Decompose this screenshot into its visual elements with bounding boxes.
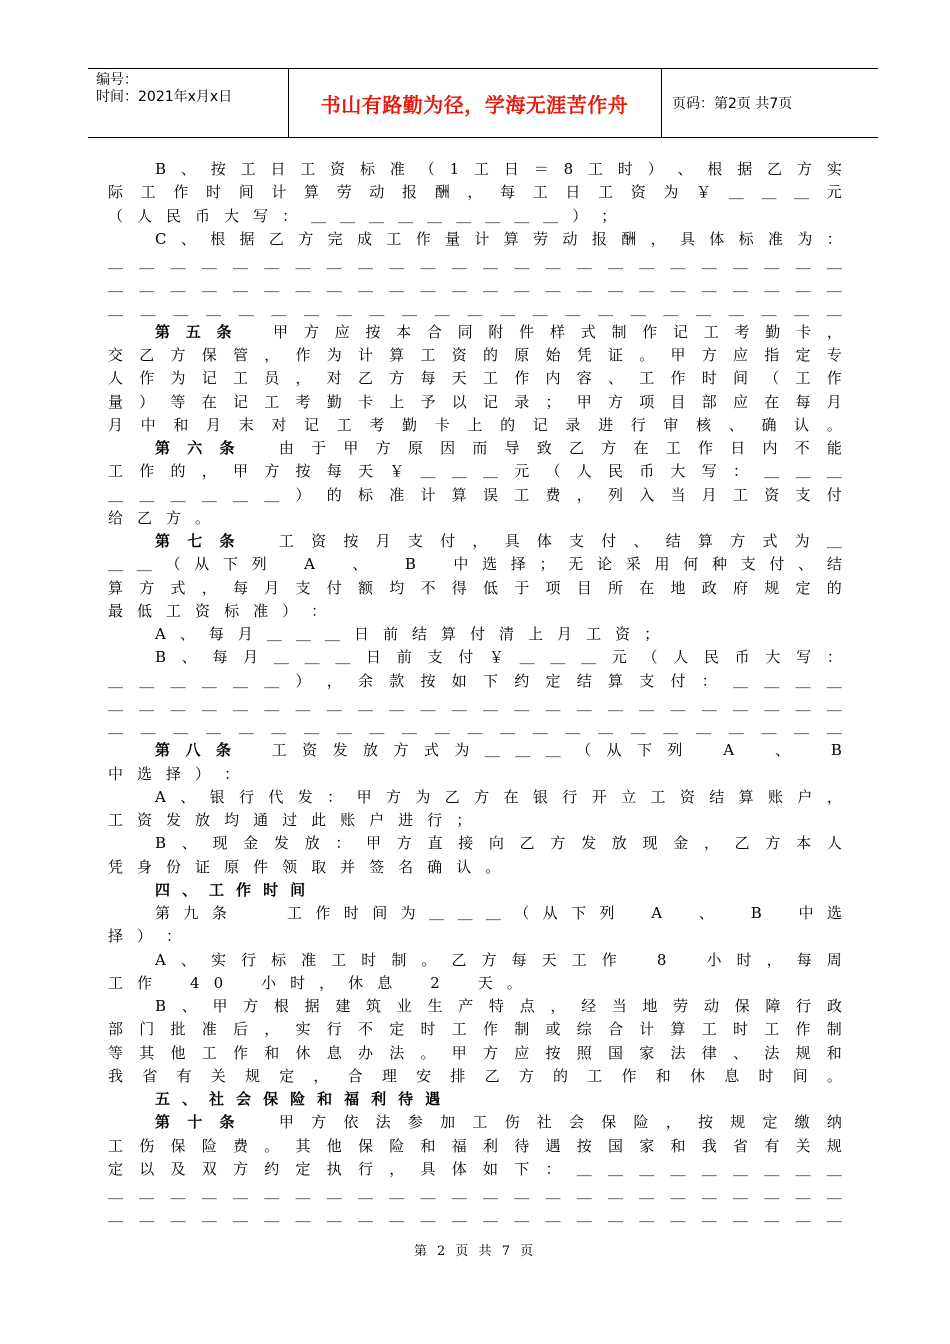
text-line: 量 ） 等 在 记 工 考 勤 卡 上 予 以 记 录 ； 甲 方 项 目 部 应 在 每 月 [108,392,842,411]
text-line: 给 乙 方 。 [108,508,211,527]
text-line: ＿ ＿ ＿ ＿ ＿ ＿ ＿ ＿ ＿ ＿ ＿ ＿ ＿ ＿ ＿ ＿ ＿ ＿ ＿ ＿ ＿ ＿ ＿ ＿ [108,1206,842,1225]
document-number-label: 编号： [96,72,138,88]
text-line: ＿ ＿ ＿ ＿ ＿ ＿ ） ， 余 款 按 如 下 约 定 结 算 支 付 ： ＿ ＿ ＿ ＿ [108,671,842,690]
article-paragraph: 第 六 条 由 于 甲 方 原 因 而 导 致 乙 方 在 工 作 日 内 不 能 [155,439,842,457]
text-line: 交 乙 方 保 管 ， 作 为 计 算 工 资 的 原 始 凭 证 。 甲 方 应 指 定 专 [108,346,842,364]
text-line: 工 作 4 0 小 时 ， 休 息 2 天 。 [108,973,522,992]
article-paragraph: 第 七 条 工 资 按 月 支 付 ， 具 体 支 付 、 结 算 方 式 为 ＿ [155,532,842,550]
page-header [88,68,878,138]
text-line: 第 九 条 工 作 时 间 为 ＿ ＿ ＿ （ 从 下 列 A 、 B 中 选 [155,904,842,922]
text-line: ＿ ＿ ＿ ＿ ＿ ＿ ＿ ＿ ＿ ＿ ＿ ＿ ＿ ＿ ＿ ＿ ＿ ＿ ＿ ＿ ＿ ＿ ＿ [108,299,842,318]
text-line: 工 伤 保 险 费 。 其 他 保 险 和 福 利 待 遇 按 国 家 和 我 省 有 关 规 [108,1136,842,1155]
text-line: 月 中 和 月 末 对 记 工 考 勤 卡 上 的 记 录 进 行 审 核 、 确 认 。 [108,415,842,434]
article-paragraph: 第 八 条 工 资 发 放 方 式 为 ＿ ＿ ＿ （ 从 下 列 A 、 B [155,741,842,760]
document-time-label: 时间：2021年x月x日 [96,89,233,105]
text-line: 最 低 工 资 标 准 ） ： [108,601,327,620]
text-line: 工 作 的 ， 甲 方 按 每 天 ￥ ＿ ＿ ＿ 元 （ 人 民 币 大 写 ： ＿ ＿ ＿ [108,462,842,481]
text-line: B 、 现 金 发 放 ： 甲 方 直 接 向 乙 方 发 放 现 金 ， 乙 方 本 人 [155,834,842,853]
article-paragraph: 第 五 条 甲 方 应 按 本 合 同 附 件 样 式 制 作 记 工 考 勤 卡 ， [155,322,842,341]
header-divider [661,69,662,137]
text-line: （ 人 民 币 大 写 ： ＿ ＿ ＿ ＿ ＿ ＿ ＿ ＿ ＿ ） ； [108,206,617,225]
text-line: A 、 每 月 ＿ ＿ ＿ 日 前 结 算 付 清 上 月 工 资 ； [155,625,660,643]
text-line: 我 省 有 关 规 定 ， 合 理 安 排 乙 方 的 工 作 和 休 息 时 间 。 [108,1066,842,1085]
text-line: 算 方 式 ， 每 月 支 付 额 均 不 得 低 于 项 目 所 在 地 政 府 规 定 的 [108,578,842,597]
header-meta [96,72,286,106]
section-heading: 五 、 社 会 保 险 和 福 利 待 遇 [155,1090,441,1108]
text-line: B 、 每 月 ＿ ＿ ＿ 日 前 支 付 ￥ ＿ ＿ ＿ 元 （ 人 民 币 大 写 ： [155,648,842,667]
header-motto: 书山有路勤为径，学海无涯苦作舟 [320,92,629,117]
section-heading: 四 、 工 作 时 间 [155,880,306,899]
text-line: C 、 根 据 乙 方 完 成 工 作 量 计 算 劳 动 报 酬 ， 具 体 标 准 为 ： [155,229,842,248]
text-line: ＿ ＿ ＿ ＿ ＿ ＿ ＿ ＿ ＿ ＿ ＿ ＿ ＿ ＿ ＿ ＿ ＿ ＿ ＿ ＿ ＿ ＿ ＿ ＿ [108,1183,842,1201]
text-line: ＿ ＿ （ 从 下 列 A 、 B 中 选 择 ； 无 论 采 用 何 种 支 付 、 结 [108,555,842,574]
text-line: B 、 按 工 日 工 资 标 准 （ 1 工 日 ＝ 8 工 时 ） 、 根 据 乙 方 实 [155,160,842,178]
text-line: A 、 实 行 标 准 工 时 制 。 乙 方 每 天 工 作 8 小 时 ， 每 周 [155,950,842,969]
page-footer: 第 2 页 共 7 页 [413,1244,537,1259]
text-line: 定 以 及 双 方 约 定 执 行 ， 具 体 如 下 ： ＿ ＿ ＿ ＿ ＿ ＿ ＿ ＿ ＿ [108,1159,842,1178]
text-line: ＿ ＿ ＿ ＿ ＿ ＿ ＿ ＿ ＿ ＿ ＿ ＿ ＿ ＿ ＿ ＿ ＿ ＿ ＿ ＿ ＿ ＿ ＿ ＿ [108,253,842,271]
text-line: A 、 银 行 代 发 ： 甲 方 为 乙 方 在 银 行 开 立 工 资 结 算 账 户 ， [155,787,842,806]
text-line: ＿ ＿ ＿ ＿ ＿ ＿ ） 的 标 准 计 算 误 工 费 ， 列 入 当 月 工 资 支 付 [108,485,842,504]
article-paragraph: 第 十 条 甲 方 依 法 参 加 工 伤 社 会 保 险 ， 按 规 定 缴 纳 [155,1113,842,1132]
text-line: ＿ ＿ ＿ ＿ ＿ ＿ ＿ ＿ ＿ ＿ ＿ ＿ ＿ ＿ ＿ ＿ ＿ ＿ ＿ ＿ ＿ ＿ ＿ ＿ [108,276,842,295]
text-line: 部 门 批 准 后 ， 实 行 不 定 时 工 作 制 或 综 合 计 算 工 时 工 作 制 [108,1020,842,1039]
text-line: ＿ ＿ ＿ ＿ ＿ ＿ ＿ ＿ ＿ ＿ ＿ ＿ ＿ ＿ ＿ ＿ ＿ ＿ ＿ ＿ ＿ ＿ ＿ [108,718,842,736]
text-line: 凭 身 份 证 原 件 领 取 并 签 名 确 认 。 [108,857,501,876]
document-body [108,158,842,1228]
text-line: 等 其 他 工 作 和 休 息 办 法 。 甲 方 应 按 照 国 家 法 律 、 法 规 和 [108,1043,842,1062]
text-line: B 、 甲 方 根 据 建 筑 业 生 产 特 点 ， 经 当 地 劳 动 保 障 行 政 [155,997,842,1015]
text-line: 中 选 择 ） ： [108,764,240,783]
text-line: 人 作 为 记 工 员 ， 对 乙 方 每 天 工 作 内 容 、 工 作 时 间 （ 工 作 [108,369,842,388]
header-page-info: 页码：第2页 共7页 [672,96,793,112]
text-line: 工 资 发 放 均 通 过 此 账 户 进 行 ； [108,811,472,829]
text-line: 际 工 作 时 间 计 算 劳 动 报 酬 ， 每 工 日 工 资 为 ￥ ＿ ＿ ＿ 元 [108,183,842,202]
text-line: 择 ） ： [108,927,182,946]
text-line: ＿ ＿ ＿ ＿ ＿ ＿ ＿ ＿ ＿ ＿ ＿ ＿ ＿ ＿ ＿ ＿ ＿ ＿ ＿ ＿ ＿ ＿ ＿ ＿ [108,694,842,713]
